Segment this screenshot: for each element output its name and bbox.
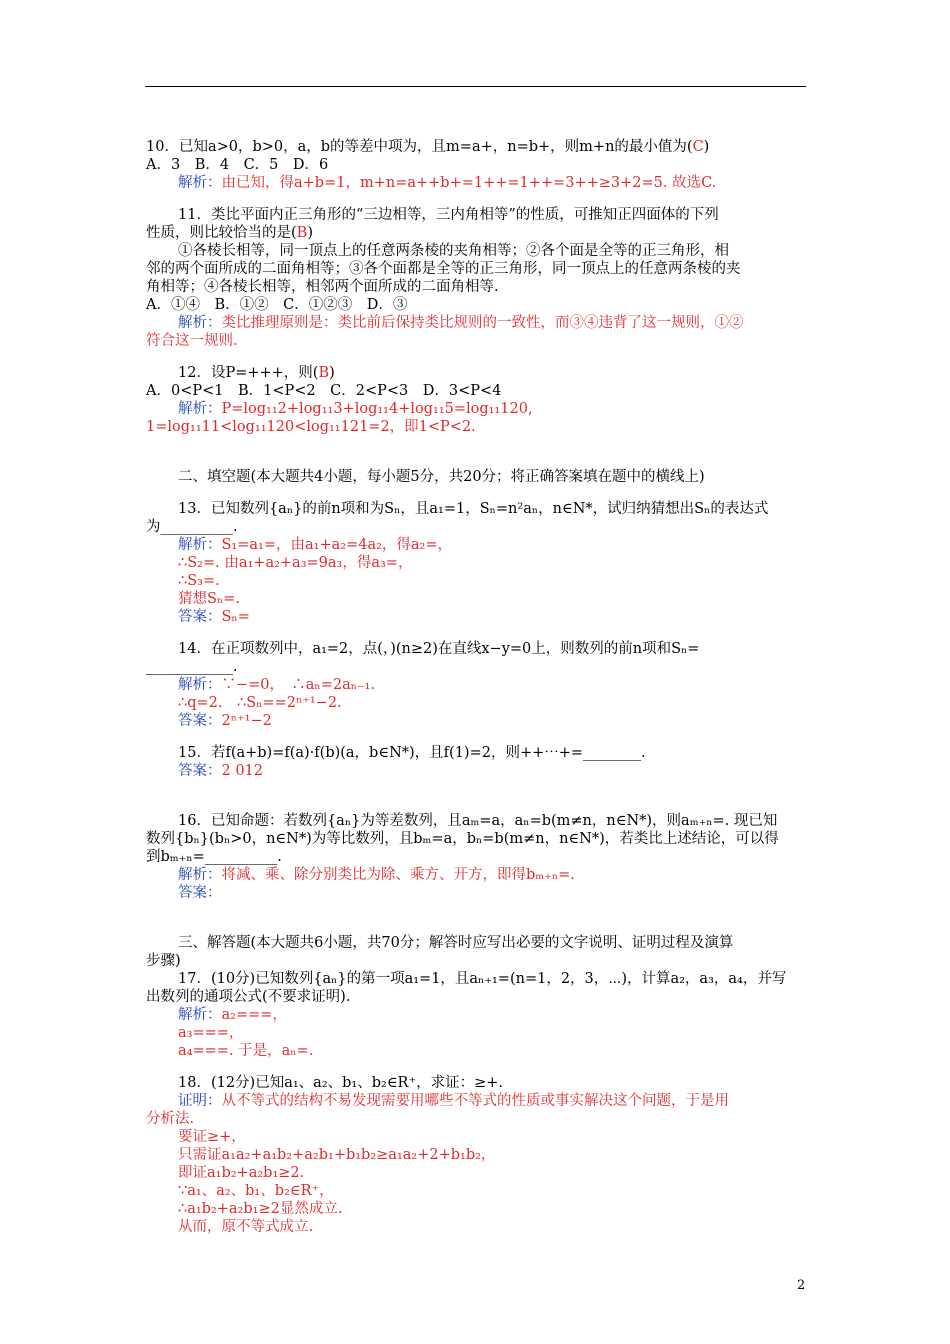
solution-line: ∴S₃=.	[178, 573, 220, 589]
solution-label: 解析：	[178, 175, 222, 191]
header-rule	[145, 86, 806, 87]
solution: 解析：将减、乘、除分别类比为除、乘方、开方，即得bₘ₊ₙ=.	[178, 867, 575, 883]
question-18	[146, 1074, 806, 1236]
answer-label: 答案：	[178, 713, 222, 729]
proof-line: 只需证a₁a₂+a₁b₂+a₂b₁+b₁b₂≥a₁a₂+2+b₁b₂，	[178, 1147, 496, 1163]
document-body	[146, 138, 806, 1250]
solution-label: 解析：	[178, 315, 222, 331]
question-stem-cont: 为__________.	[146, 519, 238, 535]
question-stem: 10．已知a>0，b>0，a，b的等差中项为，且m=a+，n=b+，则m+n的最小值为(C)	[146, 139, 710, 155]
question-stem-cont: 出数列的通项公式(不要求证明).	[146, 989, 351, 1005]
proof-line: ∵a₁、a₂、b₁、b₂∈R⁺，	[178, 1183, 334, 1199]
solution-line: a₃===，	[178, 1025, 244, 1041]
options: A．①④ B．①② C．①②③ D．③	[146, 297, 408, 313]
solution-line: ∴q=2. ∴Sₙ==2ⁿ⁺¹−2.	[178, 695, 342, 711]
question-stem: 11．类比平面内正三角形的“三边相等，三内角相等”的性质，可推知正四面体的下列	[178, 207, 719, 223]
statement-text: 邻的两个面所成的二面角相等；③各个面都是全等的正三角形，同一顶点上的任意两条棱的夹	[146, 261, 741, 277]
answer: 答案：2 012	[178, 763, 264, 779]
question-14	[146, 640, 806, 730]
options: A．3 B．4 C．5 D．6	[146, 157, 329, 173]
solution-line: a₄===. 于是，aₙ=.	[178, 1043, 314, 1059]
question-15	[146, 744, 806, 780]
question-stem: 15．若f(a+b)=f(a)·f(b)(a，b∈N*)，且f(1)=2，则++⋯+=________.	[178, 745, 646, 761]
answer-letter: B	[318, 365, 330, 381]
proof-line: 即证a₁b₂+a₂b₁≥2.	[178, 1165, 305, 1181]
question-stem: 13．已知数列{aₙ}的前n项和为Sₙ，且a₁=1，Sₙ=n²aₙ，n∈N*，试归纳猜想出Sₙ的表达式	[178, 501, 769, 517]
section-heading-2: 二、填空题(本大题共4小题，每小题5分，共20分；将正确答案填在题中的横线上)	[178, 469, 705, 485]
question-16	[146, 812, 806, 902]
question-stem-cont: 性质，则比较恰当的是(B)	[146, 225, 313, 241]
answer: 答案：2ⁿ⁺¹−2	[178, 713, 272, 729]
question-stem: 14．在正项数列中，a₁=2，点(，)(n≥2)在直线x−y=0上，则数列的前n项和Sₙ=	[178, 641, 700, 657]
answer-label: 答案：	[178, 885, 222, 901]
solution: 解析：P=log₁₁2+log₁₁3+log₁₁4+log₁₁5=log₁₁120,	[178, 401, 533, 417]
question-17	[146, 934, 806, 1060]
question-stem-cont: ____________.	[146, 659, 238, 675]
question-stem: 12．设P=+++，则(B)	[178, 365, 335, 381]
solution-label: 解析：	[178, 867, 222, 883]
answer-label: 答案：	[178, 609, 222, 625]
answer-letter: C	[692, 139, 704, 155]
section-heading-3-cont: 步骤)	[146, 953, 181, 969]
solution-label: 解析：	[178, 401, 222, 417]
question-12	[146, 364, 806, 436]
proof-line: 分析法.	[146, 1111, 195, 1127]
statement-text: ①各棱长相等，同一顶点上的任意两条棱的夹角相等；②各个面是全等的正三角形，相	[178, 243, 729, 259]
answer	[146, 884, 806, 902]
statement-text: 角相等；④各棱长相等，相邻两个面所成的二面角相等.	[146, 279, 499, 295]
question-13	[146, 500, 806, 626]
section-heading-3: 三、解答题(本大题共6小题，共70分；解答时应写出必要的文字说明、证明过程及演算	[178, 935, 734, 951]
proof-line: 要证≥+，	[178, 1129, 246, 1145]
solution-line: ∴S₂=. 由a₁+a₂+a₃=9a₃，得a₃=，	[178, 555, 413, 571]
question-stem: 18．(12分)已知a₁、a₂、b₁、b₂∈R⁺，求证：≥+.	[178, 1075, 504, 1091]
solution-line: 猜想Sₙ=.	[178, 591, 240, 607]
question-stem-cont: 到bₘ₊ₙ=__________.	[146, 849, 282, 865]
solution: 解析：由已知，得a+b=1，m+n=a++b+=1++=1++=3++≥3+2=5. 故选C.	[178, 175, 717, 191]
proof: 证明：从不等式的结构不易发现需要用哪些不等式的性质或事实解决这个问题，于是用	[178, 1093, 729, 1109]
answer-label: 答案：	[178, 763, 222, 779]
page-number: 2	[797, 1278, 806, 1293]
proof-label: 证明：	[178, 1093, 222, 1109]
solution: 解析：类比推理原则是：类比前后保持类比规则的一致性，而③④违背了这一规则，①②	[178, 315, 744, 331]
proof-line: ∴a₁b₂+a₂b₁≥2显然成立.	[178, 1201, 343, 1217]
solution: 解析：a₂===，	[178, 1007, 287, 1023]
solution-cont: 符合这一规则.	[146, 333, 238, 349]
solution-label: 解析：	[178, 1007, 222, 1023]
question-10	[146, 138, 806, 192]
solution-label: 解析：	[178, 677, 222, 693]
question-stem-cont: 数列{bₙ}(bₙ>0，n∈N*)为等比数列，且bₘ=a，bₙ=b(m≠n，n∈N*)，若类比上述结论，可以得	[146, 831, 779, 847]
proof-line: 从而，原不等式成立.	[178, 1219, 314, 1235]
solution-label: 解析：	[178, 537, 222, 553]
solution-cont: 1=log₁₁11<log₁₁120<log₁₁121=2，即1<P<2.	[146, 419, 476, 435]
answer-letter: B	[296, 225, 308, 241]
question-stem: 16．已知命题：若数列{aₙ}为等差数列，且aₘ=a，aₙ=b(m≠n，n∈N*)，则aₘ₊ₙ=. 现已知	[178, 813, 778, 829]
options: A．0<P<1 B．1<P<2 C．2<P<3 D．3<P<4	[146, 383, 502, 399]
answer: 答案：Sₙ=	[178, 609, 250, 625]
question-stem: 17．(10分)已知数列{aₙ}的第一项a₁=1，且aₙ₊₁=(n=1，2，3，⋯)，计算a₂，a₃，a₄，并写	[178, 971, 787, 987]
solution: 解析：∵−=0， ∴aₙ=2aₙ₋₁.	[178, 677, 376, 693]
question-11	[146, 206, 806, 350]
solution: 解析：S₁=a₁=，由a₁+a₂=4a₂，得a₂=，	[178, 537, 453, 553]
